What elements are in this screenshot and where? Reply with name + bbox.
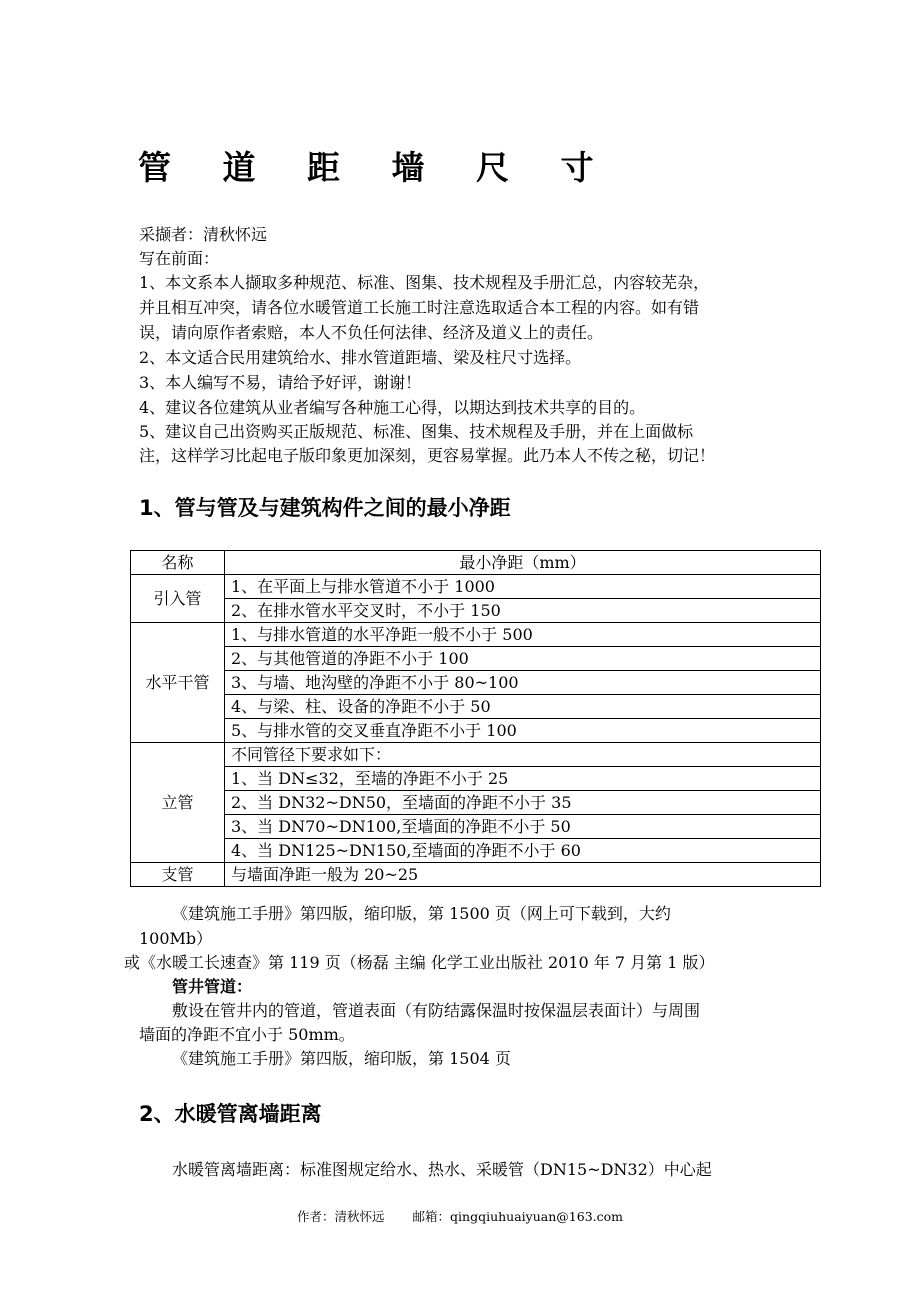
preface-line: 2、本文适合民用建筑给水、排水管道距墙、梁及柱尺寸选择。 bbox=[139, 348, 582, 367]
shaft-pipe-label: 管井管道： bbox=[172, 977, 253, 996]
min-distance-table bbox=[130, 550, 821, 887]
table-row bbox=[131, 791, 821, 815]
table-cell: 1、在平面上与排水管道不小于 1000 bbox=[225, 575, 821, 599]
table-row bbox=[131, 623, 821, 647]
footer-email: 邮箱：qingqiuhuaiyuan@163.com bbox=[412, 1209, 623, 1224]
table-row bbox=[131, 695, 821, 719]
table-row bbox=[131, 839, 821, 863]
page-title: 管 道 距 墙 尺 寸 bbox=[138, 148, 614, 187]
table-cell: 1、当 DN≤32，至墙的净距不小于 25 bbox=[225, 767, 821, 791]
shaft-pipe-text: 敷设在管井内的管道，管道表面（有防结露保温时按保温层表面计）与周围 bbox=[172, 1001, 701, 1020]
table-cell: 5、与排水管的交叉垂直净距不小于 100 bbox=[225, 719, 821, 743]
table-cell: 与墙面净距一般为 20~25 bbox=[225, 863, 821, 887]
table-cell: 1、与排水管道的水平净距一般不小于 500 bbox=[225, 623, 821, 647]
section-2-text: 水暖管离墙距离：标准图规定给水、热水、采暖管（DN15~DN32）中心起 bbox=[172, 1160, 712, 1179]
table-row bbox=[131, 767, 821, 791]
reference-line: 《建筑施工手册》第四版，缩印版，第 1504 页 bbox=[172, 1049, 511, 1068]
header-name: 名称 bbox=[131, 551, 225, 575]
preface-line: 3、本人编写不易，请给予好评，谢谢！ bbox=[139, 373, 422, 392]
preface-line: 1、本文系本人撷取多种规范、标准、图集、技术规程及手册汇总，内容较芜杂， bbox=[139, 273, 710, 292]
reference-line: 100Mb） bbox=[139, 929, 213, 948]
table-row bbox=[131, 743, 821, 767]
section-1-heading: 1、管与管及与建筑构件之间的最小净距 bbox=[139, 496, 511, 520]
table-cell: 4、与梁、柱、设备的净距不小于 50 bbox=[225, 695, 821, 719]
preface-line: 注，这样学习比起电子版印象更加深刻，更容易掌握。此乃本人不传之秘，切记！ bbox=[139, 446, 716, 465]
table-row bbox=[131, 575, 821, 599]
footer-author: 作者：清秋怀远 bbox=[297, 1209, 385, 1224]
reference-line: 《建筑施工手册》第四版，缩印版，第 1500 页（网上可下载到，大约 bbox=[172, 904, 671, 923]
table-row bbox=[131, 815, 821, 839]
table-cell: 2、与其他管道的净距不小于 100 bbox=[225, 647, 821, 671]
table-cell: 2、在排水管水平交叉时，不小于 150 bbox=[225, 599, 821, 623]
row-group-name: 水平干管 bbox=[131, 623, 225, 743]
table-cell: 3、当 DN70~DN100,至墙面的净距不小于 50 bbox=[225, 815, 821, 839]
table-cell: 3、与墙、地沟壁的净距不小于 80~100 bbox=[225, 671, 821, 695]
preface-line: 误，请向原作者索赔，本人不负任何法律、经济及道义上的责任。 bbox=[139, 323, 604, 342]
shaft-pipe-text: 墙面的净距不宜小于 50mm。 bbox=[139, 1025, 355, 1044]
preface-line: 并且相互冲突，请各位水暖管道工长施工时注意选取适合本工程的内容。如有错 bbox=[139, 298, 700, 317]
table-header-row bbox=[131, 551, 821, 575]
table-cell: 不同管径下要求如下： bbox=[225, 743, 821, 767]
row-group-name: 立管 bbox=[131, 743, 225, 863]
section-2-heading: 2、水暖管离墙距离 bbox=[139, 1102, 322, 1126]
preface-line: 5、建议自己出资购买正版规范、标准、图集、技术规程及手册，并在上面做标 bbox=[139, 422, 694, 441]
table-row bbox=[131, 599, 821, 623]
table-row bbox=[131, 719, 821, 743]
table-row bbox=[131, 647, 821, 671]
row-group-name: 支管 bbox=[131, 863, 225, 887]
preface-label: 写在前面： bbox=[139, 249, 220, 268]
row-group-name: 引入管 bbox=[131, 575, 225, 623]
table-row bbox=[131, 671, 821, 695]
collector-line: 采撷者：清秋怀远 bbox=[139, 225, 268, 244]
preface-line: 4、建议各位建筑从业者编写各种施工心得，以期达到技术共享的目的。 bbox=[139, 398, 646, 417]
table-row bbox=[131, 863, 821, 887]
page-footer bbox=[0, 1208, 920, 1226]
header-distance: 最小净距（mm） bbox=[225, 551, 821, 575]
table-cell: 4、当 DN125~DN150,至墙面的净距不小于 60 bbox=[225, 839, 821, 863]
reference-line: 或《水暖工长速查》第 119 页（杨磊 主编 化学工业出版社 2010 年 7 月第 1 版） bbox=[124, 953, 715, 972]
table-cell: 2、当 DN32~DN50，至墙面的净距不小于 35 bbox=[225, 791, 821, 815]
